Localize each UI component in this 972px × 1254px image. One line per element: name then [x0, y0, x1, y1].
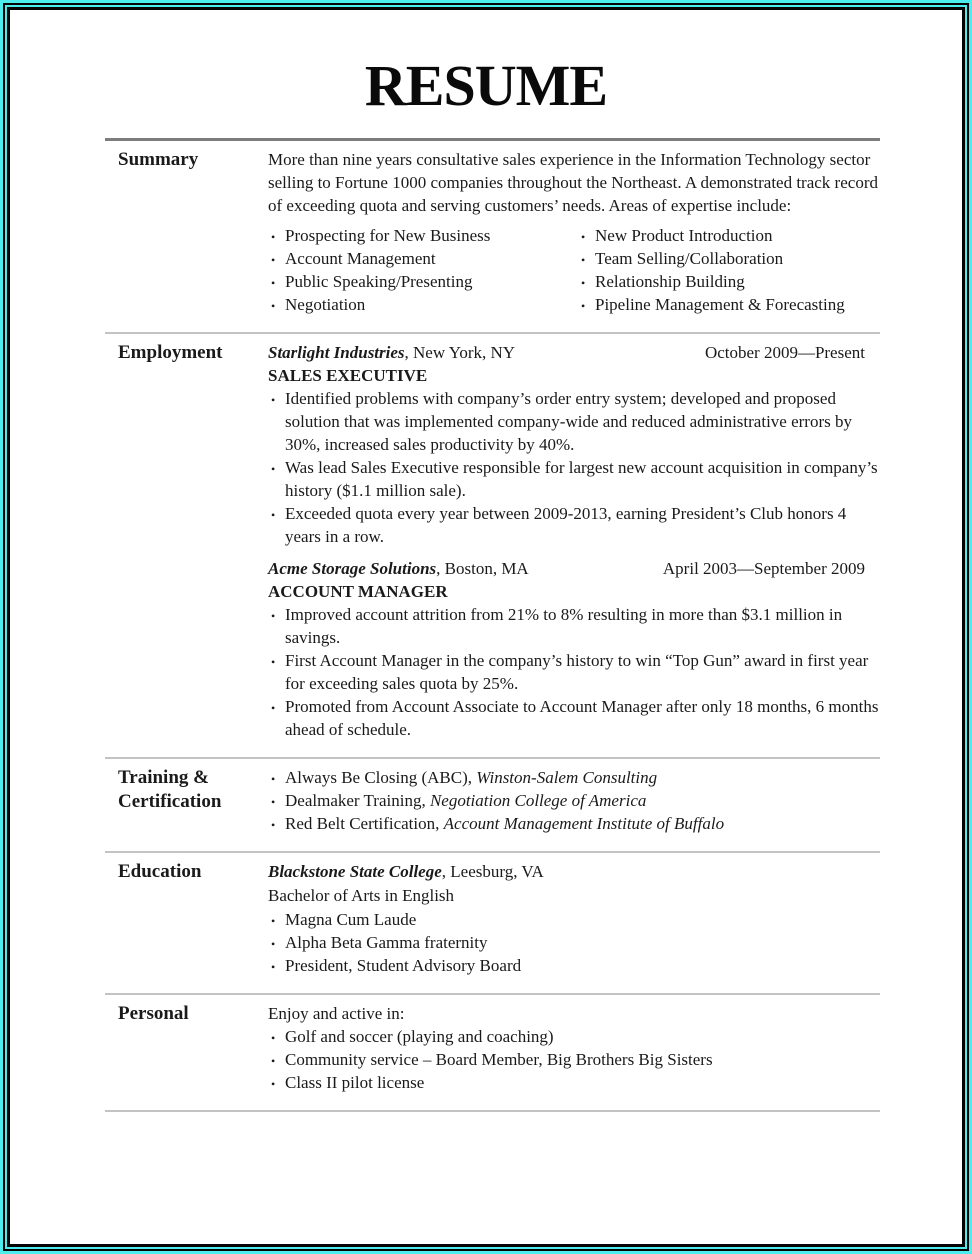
section-employment	[105, 334, 880, 757]
training-name: Dealmaker Training,	[285, 791, 430, 810]
section-training	[105, 759, 880, 851]
section-personal	[105, 995, 880, 1110]
training-body	[268, 766, 880, 835]
resume-page	[7, 7, 965, 1247]
list-item: • Magna Cum Laude	[268, 908, 880, 931]
school-location: , Leesburg, VA	[441, 862, 544, 881]
job-header	[268, 557, 880, 580]
list-item: • Public Speaking/Presenting	[268, 270, 578, 293]
training-org: Account Management Institute of Buffalo	[443, 814, 725, 833]
training-name: Always Be Closing (ABC),	[285, 768, 477, 787]
section-label-personal: Personal	[118, 1003, 189, 1024]
training-list	[268, 766, 880, 835]
list-item: • Pipeline Management & Forecasting	[578, 293, 845, 316]
company-name: Starlight Industries	[268, 343, 405, 362]
list-item: • Promoted from Account Associate to Account Manager after only 18 months, 6 months ahead of schedule.	[268, 695, 880, 741]
employment-body	[268, 341, 880, 741]
section-label-training: Training & Certification	[118, 767, 222, 812]
job-role: SALES EXECUTIVE	[268, 366, 428, 385]
education-body	[268, 860, 880, 977]
list-item: • Relationship Building	[578, 270, 845, 293]
job-dates: April 2003—September 2009	[662, 559, 865, 578]
job-acme	[268, 557, 880, 741]
school-name: Blackstone State College	[268, 862, 442, 881]
list-item	[268, 789, 880, 812]
section-label-education: Education	[118, 861, 202, 882]
training-name: Red Belt Certification,	[285, 814, 444, 833]
list-item: • Prospecting for New Business	[268, 224, 578, 247]
expertise-list-right	[578, 224, 845, 316]
section-label-summary: Summary	[118, 149, 199, 170]
list-item: • President, Student Advisory Board	[268, 954, 880, 977]
list-item: • Golf and soccer (playing and coaching)	[268, 1025, 880, 1048]
education-list	[268, 908, 880, 977]
resume-content	[105, 138, 880, 1112]
company-name: Acme Storage Solutions	[268, 559, 437, 578]
job-bullet-list	[268, 603, 880, 741]
list-item: • Improved account attrition from 21% to 8% resulting in more than $3.1 million in savings.	[268, 603, 880, 649]
list-item: • Class II pilot license	[268, 1071, 880, 1094]
job-company-line	[268, 341, 515, 364]
job-dates: October 2009—Present	[704, 343, 865, 362]
list-item: • Negotiation	[268, 293, 578, 316]
personal-intro: Enjoy and active in:	[268, 1004, 405, 1023]
section-label-employment: Employment	[118, 342, 223, 363]
section-summary	[105, 141, 880, 332]
job-bullet-list	[268, 387, 880, 548]
section-education	[105, 853, 880, 993]
list-item: • Team Selling/Collaboration	[578, 247, 845, 270]
job-role: ACCOUNT MANAGER	[268, 582, 448, 601]
list-item: • Community service – Board Member, Big Brothers Big Sisters	[268, 1048, 880, 1071]
divider-bottom	[105, 1110, 880, 1112]
list-item: • Alpha Beta Gamma fraternity	[268, 931, 880, 954]
expertise-columns	[268, 224, 880, 316]
personal-list	[268, 1025, 880, 1094]
personal-body	[268, 1002, 880, 1094]
summary-body	[268, 148, 880, 316]
list-item	[268, 766, 880, 789]
job-starlight	[268, 341, 880, 548]
expertise-list-left	[268, 224, 578, 316]
list-item: • New Product Introduction	[578, 224, 845, 247]
list-item: • Identified problems with company’s order entry system; developed and proposed solution that was implemented company-wide and reduced administrative errors by 30%, increased sales productivity by 40%.	[268, 387, 880, 456]
training-org: Winston-Salem Consulting	[476, 768, 658, 787]
list-item: • Exceeded quota every year between 2009-2013, earning President’s Club honors 4 years in a row.	[268, 502, 880, 548]
list-item	[268, 812, 880, 835]
job-header	[268, 341, 880, 364]
summary-paragraph: More than nine years consultative sales experience in the Information Technology sector selling to Fortune 1000 companies throughout the Northeast. A demonstrated track record of exceeding quota and serving customers’ needs. Areas of expertise include:	[268, 150, 878, 215]
training-org: Negotiation College of America	[429, 791, 647, 810]
list-item: • First Account Manager in the company’s history to win “Top Gun” award in first year for exceeding sales quota by 25%.	[268, 649, 880, 695]
education-degree: Bachelor of Arts in English	[268, 886, 455, 905]
company-location: , Boston, MA	[436, 559, 529, 578]
page-title: RESUME	[364, 53, 608, 118]
list-item: • Account Management	[268, 247, 578, 270]
company-location: , New York, NY	[404, 343, 516, 362]
list-item: • Was lead Sales Executive responsible for largest new account acquisition in company’s history ($1.1 million sale).	[268, 456, 880, 502]
education-school-line	[268, 860, 880, 884]
job-company-line	[268, 557, 529, 580]
